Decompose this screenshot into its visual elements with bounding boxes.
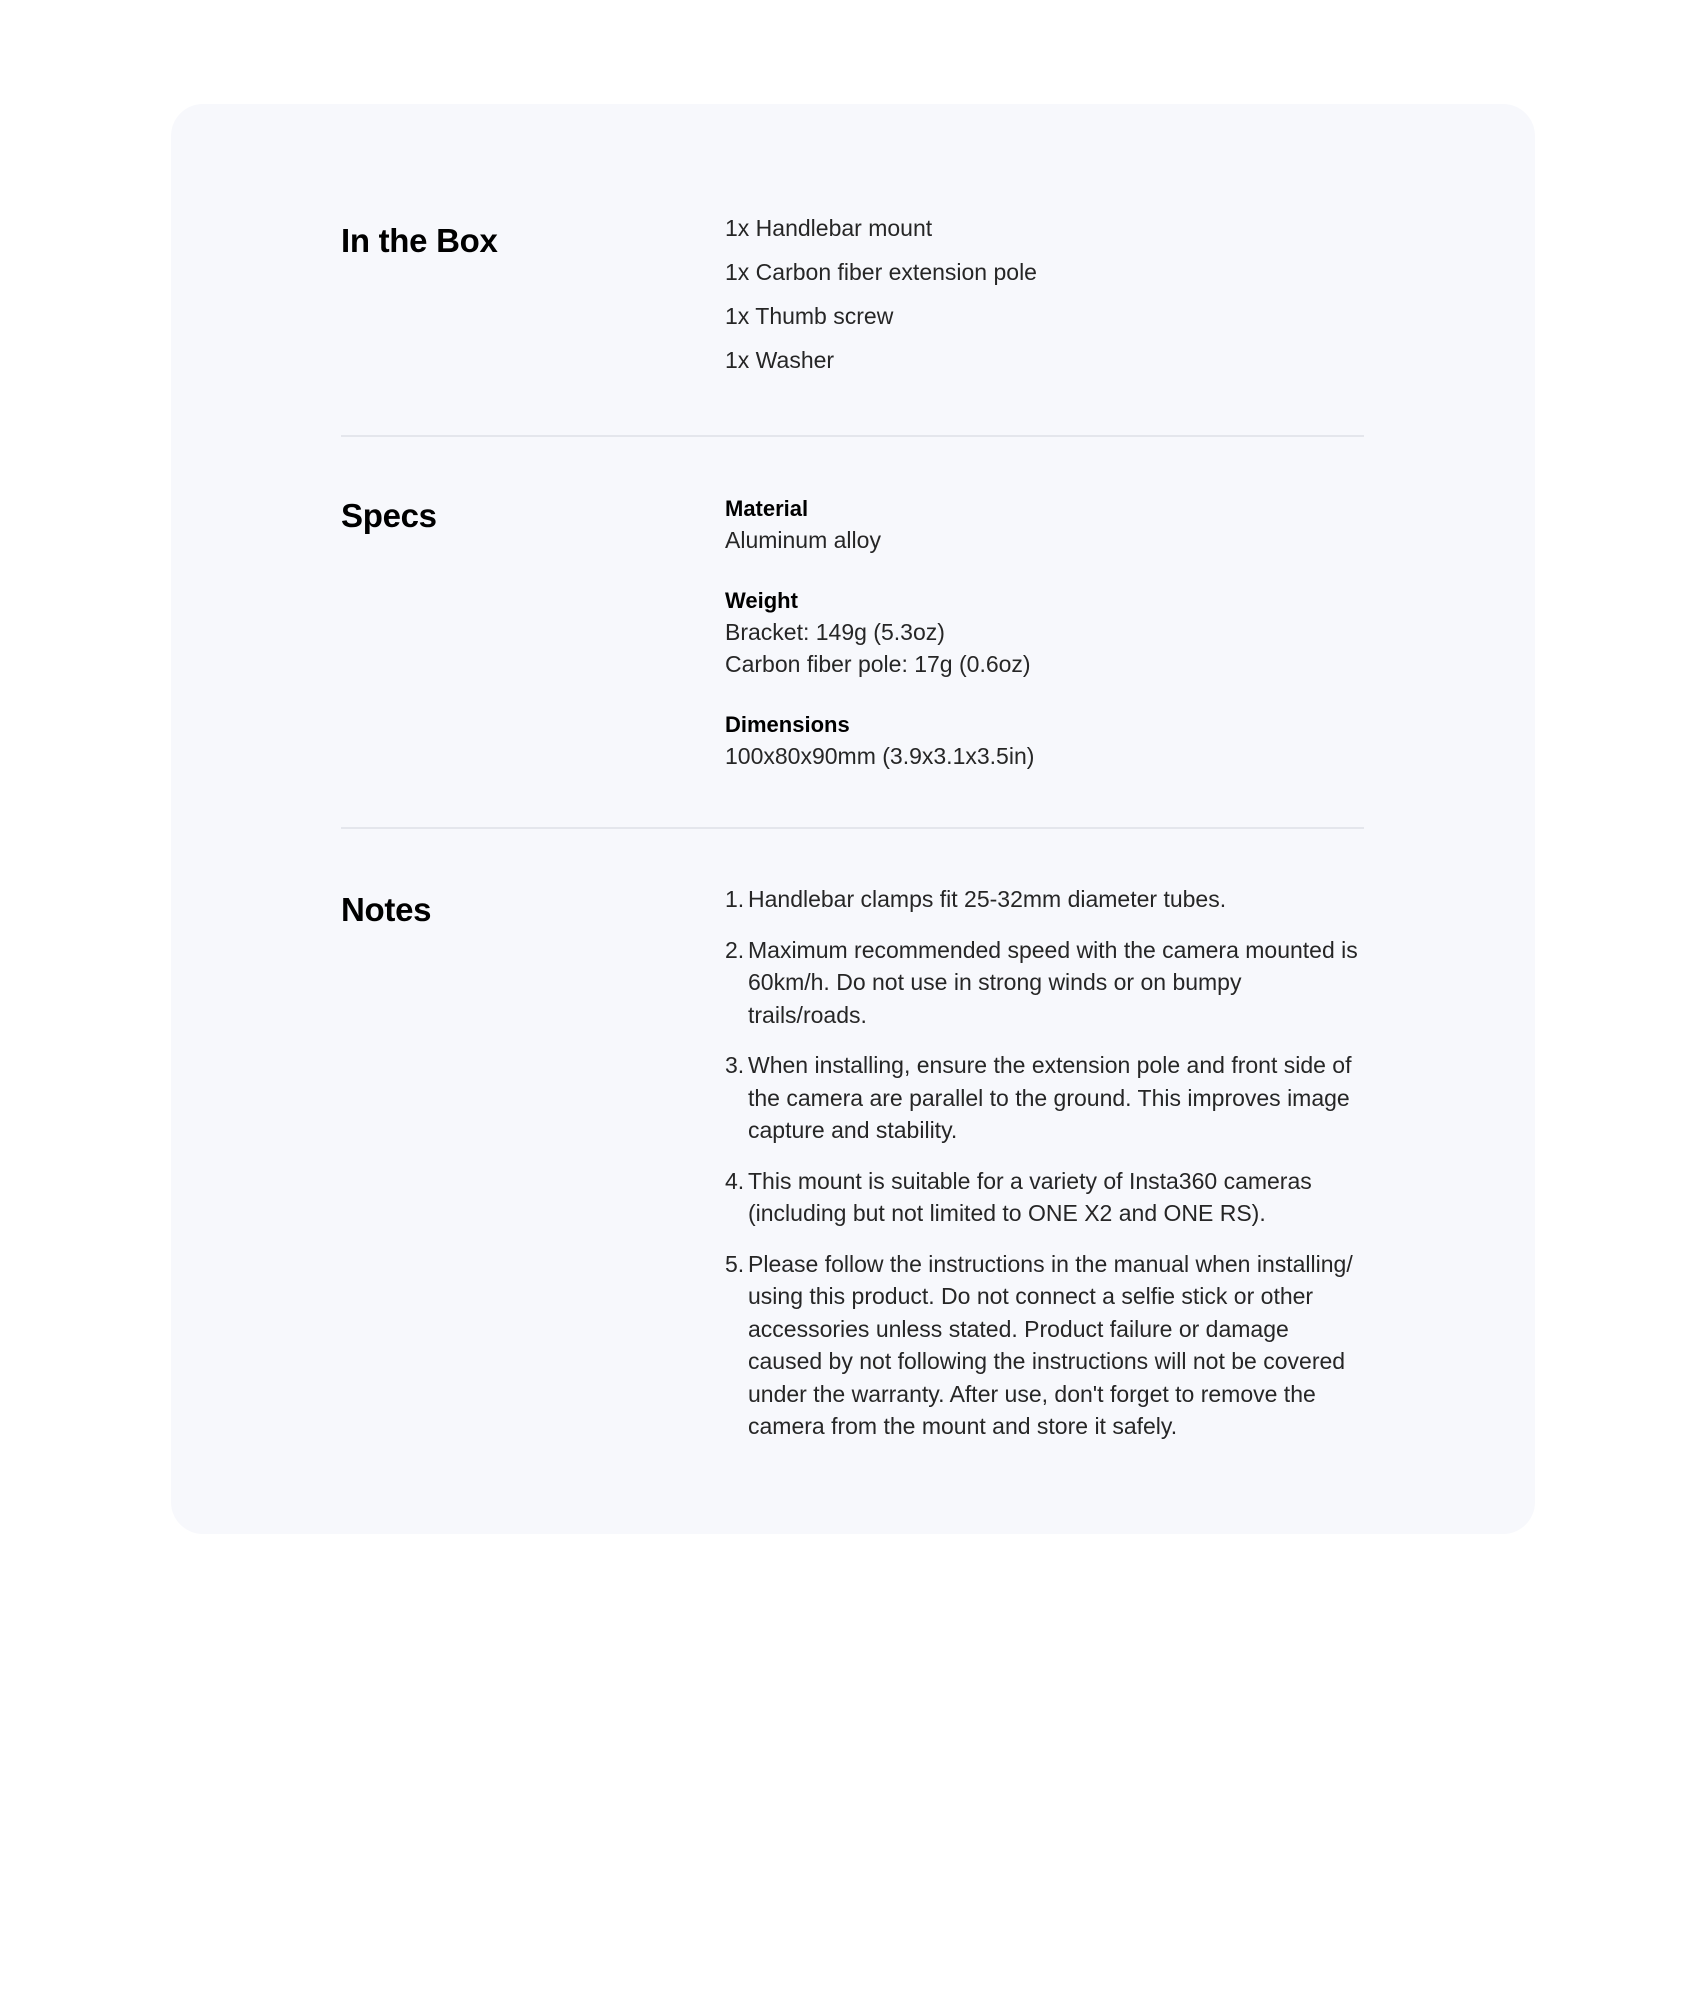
note-number: 3. <box>725 1052 745 1078</box>
spec-weight <box>725 586 1365 680</box>
specs-title: Specs <box>341 497 437 534</box>
note-number: 1. <box>725 886 745 912</box>
note-text: When installing, ensure the extension pole and front side of the camera are parallel to the ground. This improves image capture and stability. <box>748 1052 1352 1143</box>
section-divider <box>341 435 1364 437</box>
box-item: 1x Handlebar mount <box>725 215 933 241</box>
in-the-box-list <box>725 214 1365 375</box>
spec-dimensions <box>725 710 1365 772</box>
note-item <box>725 1165 1365 1230</box>
in-the-box-title: In the Box <box>341 222 498 259</box>
spec-value: Bracket: 149g (5.3oz) <box>725 619 945 645</box>
note-number: 5. <box>725 1250 745 1277</box>
spec-label: Material <box>725 496 809 521</box>
note-text: Maximum recommended speed with the camera mounted is 60km/h. Do not use in strong winds or on bumpy trails/roads. <box>748 936 1358 1028</box>
note-item <box>725 1248 1365 1443</box>
specs-body <box>725 494 1365 802</box>
note-number: 4. <box>725 1167 745 1194</box>
notes-list <box>725 883 1365 1443</box>
spec-label: Weight <box>725 588 798 613</box>
section-divider <box>341 827 1364 829</box>
box-item: 1x Washer <box>725 347 835 373</box>
note-text: Please follow the instructions in the manual when installing/ using this product. Do not connect a selfie stick or other accessories unless stated. Product failure or damage caused by not following the instructions will not be covered under the warranty. After use, don't forget to remove the camera from the mount and store it safely. <box>748 1250 1353 1439</box>
spec-value: 100x80x90mm (3.9x3.1x3.5in) <box>725 743 1035 769</box>
spec-value: Carbon fiber pole: 17g (0.6oz) <box>725 651 1031 677</box>
note-number: 2. <box>725 936 745 963</box>
note-item <box>725 883 1365 916</box>
product-details-card <box>171 104 1535 1534</box>
spec-label: Dimensions <box>725 712 850 737</box>
spec-value: Aluminum alloy <box>725 527 881 553</box>
note-item <box>725 1049 1365 1147</box>
box-item: 1x Carbon fiber extension pole <box>725 259 1037 285</box>
in-the-box-body <box>725 214 1365 390</box>
notes-body <box>725 883 1365 1461</box>
notes-title: Notes <box>341 891 432 928</box>
note-item <box>725 934 1365 1032</box>
note-text: Handlebar clamps fit 25-32mm diameter tubes. <box>748 886 1227 912</box>
note-text: This mount is suitable for a variety of Insta360 cameras (including but not limited to ONE X2 and ONE RS). <box>748 1167 1312 1226</box>
spec-material <box>725 494 1365 556</box>
box-item: 1x Thumb screw <box>725 303 894 329</box>
